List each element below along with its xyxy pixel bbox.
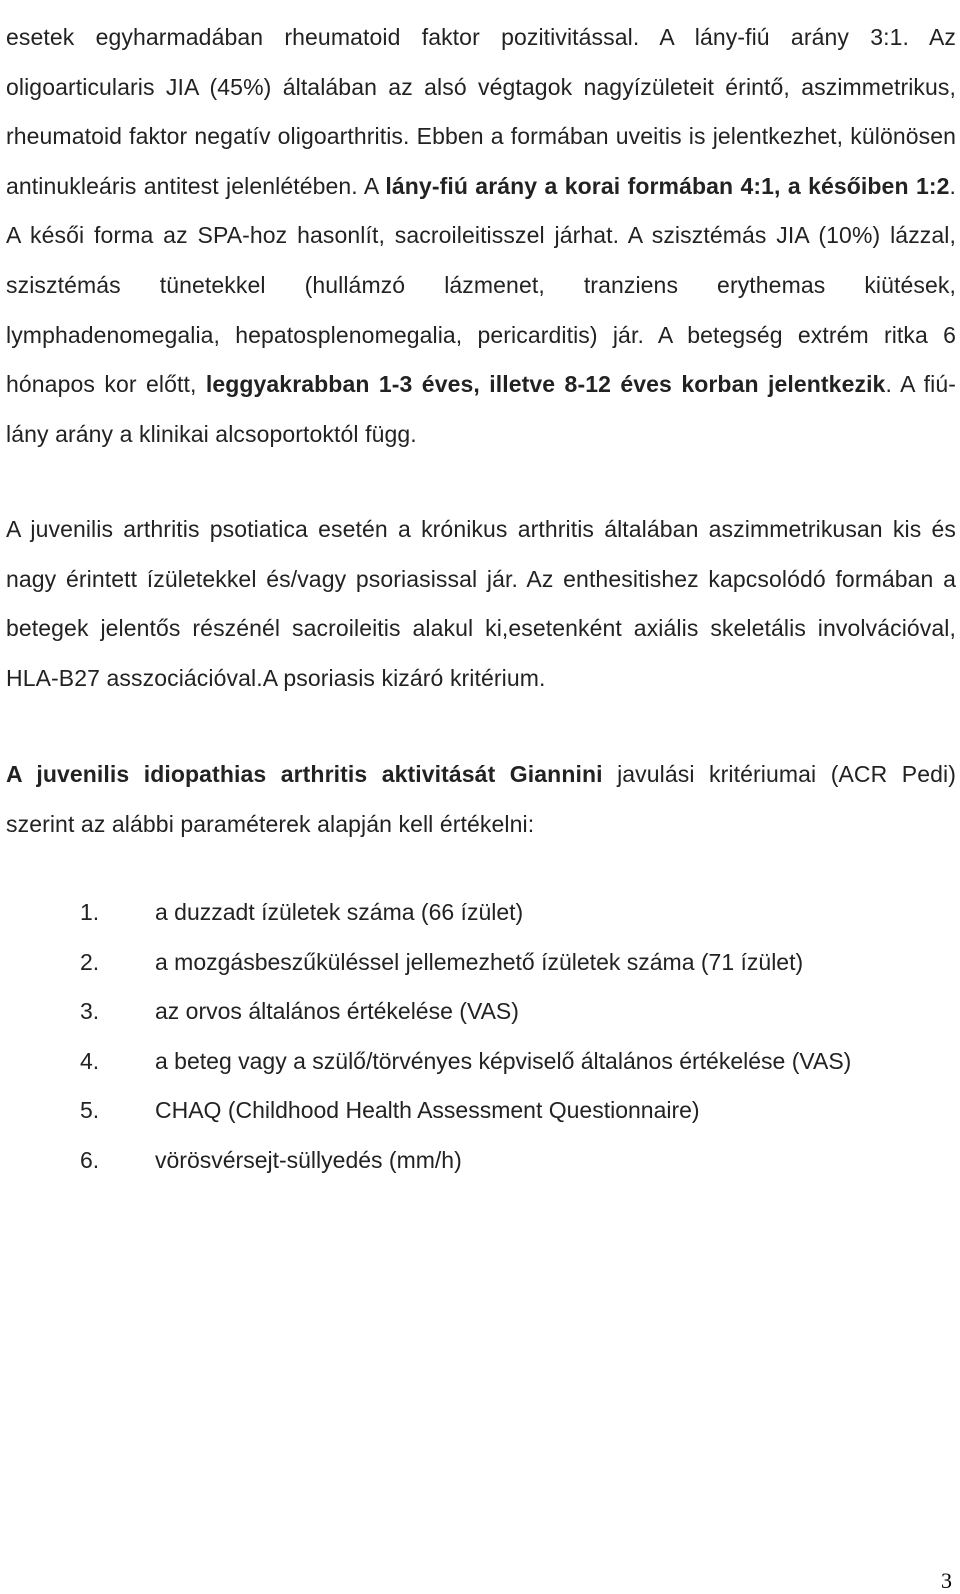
list-item — [0, 1037, 960, 1087]
list-item-text: a mozgásbeszűküléssel jellemezhető ízületek száma (71 ízület) — [155, 948, 804, 975]
list-item — [0, 1086, 960, 1136]
paragraph-giannini-criteria — [6, 750, 956, 849]
list-item-number: 4. — [80, 1047, 100, 1074]
list-item — [0, 987, 960, 1037]
text-run: javulási kritériumai (ACR Pedi) szerint az alábbi paraméterek alapján kell értékelni: — [6, 761, 956, 837]
list-item-text: az orvos általános értékelése (VAS) — [155, 998, 519, 1025]
list-item-number: 5. — [80, 1097, 100, 1124]
list-item-number: 1. — [80, 899, 100, 925]
bold-run: A juvenilis idiopathias arthritis aktivitását Giannini — [6, 761, 603, 787]
text-run: . A késői forma az SPA-hoz hasonlít, sacroileitisszel járhat. A szisztémás JIA (10%) lázzal, szisztémás tünetekkel (hullámzó lázmenet, tranziens erythemas kiütések, lymphadenomegalia, hepatosplenomegalia, pericarditis) jár. A betegség extrém ritka 6 hónapos kor előtt, — [6, 172, 956, 398]
bold-run: lány-fiú arány a korai formában 4:1, a későiben 1:2 — [385, 172, 950, 199]
list-item — [0, 938, 960, 988]
paragraph-jia-subtypes — [6, 13, 956, 459]
list-item-number: 6. — [80, 1146, 100, 1173]
list-item — [0, 1136, 960, 1186]
list-item-number: 2. — [80, 948, 100, 975]
text-run: esetek egyharmadában rheumatoid faktor pozitivitással. A lány-fiú arány 3:1. Az oligoarticularis JIA (45%) általában az alsó végtagok nagyízületeit érintő, aszimmetrikus, rheumatoid faktor negatív oligoarthritis. Ebben a formában uveitis is jelentkezhet, különösen antinukleáris antitest jelenlétében. A — [6, 24, 956, 199]
list-item-text: vörösvérsejt-süllyedés (mm/h) — [155, 1146, 462, 1173]
bold-run: leggyakrabban 1-3 éves, illetve 8-12 éves korban jelentkezik — [205, 371, 886, 398]
list-item-text: CHAQ (Childhood Health Assessment Questionnaire) — [155, 1097, 700, 1124]
list-item-number: 3. — [80, 998, 100, 1025]
list-item-text: a duzzadt ízületek száma (66 ízület) — [155, 899, 524, 925]
criteria-list — [0, 888, 960, 1186]
text-run: . A fiú-lány arány a klinikai alcsoportoktól függ. — [6, 371, 956, 447]
list-item — [0, 888, 960, 938]
paragraph-psoriatic-arthritis: A juvenilis arthritis psotiatica esetén a krónikus arthritis általában aszimmetrikusan kis és nagy érintett ízületekkel és/vagy psoriasissal jár. Az enthesitishez kapcsolódó formában a betegek jelentős részénél sacroileitis alakul ki,esetenként axiális skeletális involvációval, HLA-B27 asszociációval.A psoriasis kizáró kritérium. — [6, 516, 956, 691]
page-number: 3 — [941, 1568, 952, 1593]
list-item-text: a beteg vagy a szülő/törvényes képviselő általános értékelése (VAS) — [155, 1047, 852, 1074]
